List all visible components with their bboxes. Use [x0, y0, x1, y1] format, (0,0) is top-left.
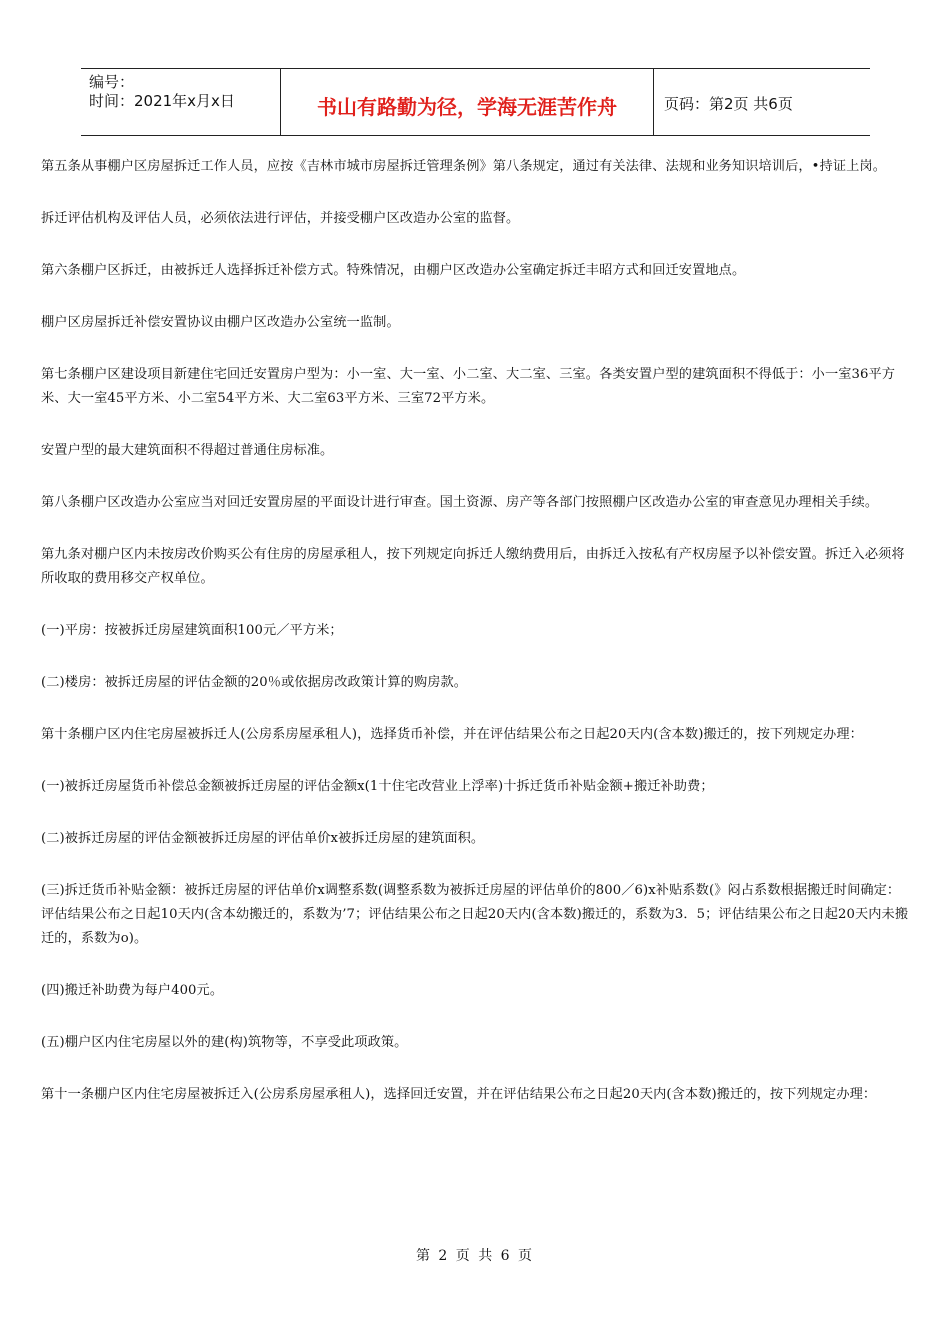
paragraph: (一)平房：按被拆迁房屋建筑面积100元／平方米； [41, 623, 343, 638]
header-meta [81, 69, 281, 135]
header-page-info: 页码：第2页 共6页 [664, 94, 793, 113]
paragraph: 第九条对棚户区内未按房改价购买公有住房的房屋承租人，按下列规定向拆迁人缴纳费用后，由拆迁入按私有产权房屋予以补偿安置。拆迁入必须将所收取的费用移交产权单位。 [41, 547, 905, 586]
document-time-label: 时间：2021年x月x日 [89, 92, 235, 110]
paragraph: (二)楼房：被拆迁房屋的评估金额的20％或依据房改政策计算的购房款。 [41, 675, 468, 690]
paragraph: (二)被拆迁房屋的评估金额被拆迁房屋的评估单价x被拆迁房屋的建筑面积。 [41, 831, 485, 846]
page-footer: 第 2 页 共 6 页 [415, 1248, 535, 1264]
paragraph: 拆迁评估机构及评估人员，必须依法进行评估，并接受棚户区改造办公室的监督。 [41, 211, 520, 226]
paragraph: 第七条棚户区建设项目新建住宅回迁安置房户型为：小一室、大一室、小二室、大二室、三室。各类安置户型的建筑面积不得低于：小一室36平方米、大一室45平方米、小二室54平方米、大二室63平方米、三室72平方米。 [41, 367, 896, 406]
paragraph: 棚户区房屋拆迁补偿安置协议由棚户区改造办公室统一监制。 [41, 315, 400, 330]
page-header [81, 68, 870, 136]
document-number-label: 编号： [89, 73, 135, 91]
paragraph: 第五条从事棚户区房屋拆迁工作人员，应按《吉林市城市房屋拆迁管理条例》第八条规定，通过有关法律、法规和业务知识培训后，•持证上岗。 [41, 159, 886, 174]
paragraph: 第十条棚户区内住宅房屋被拆迁人(公房系房屋承租人)，选择货币补偿，并在评估结果公布之日起20天内(含本数)搬迁的，按下列规定办理： [41, 727, 863, 742]
paragraph: 安置户型的最大建筑面积不得超过普通住房标准。 [41, 443, 334, 458]
paragraph: (一)被拆迁房屋货币补偿总金额被拆迁房屋的评估金额x(1十住宅改营业上浮率)十拆迁货币补贴金额+搬迁补助费； [41, 779, 714, 794]
paragraph: 第十一条棚户区内住宅房屋被拆迁入(公房系房屋承租人)，选择回迁安置，并在评估结果公布之日起20天内(含本数)搬迁的，按下列规定办理： [41, 1087, 877, 1102]
header-motto: 书山有路勤为径，学海无涯苦作舟 [281, 69, 654, 135]
paragraph: 第八条棚户区改造办公室应当对回迁安置房屋的平面设计进行审查。国土资源、房产等各部门按照棚户区改造办公室的审查意见办理相关手续。 [41, 495, 879, 510]
paragraph: (五)棚户区内住宅房屋以外的建(构)筑物等，不享受此项政策。 [41, 1035, 408, 1050]
paragraph: 第六条棚户区拆迁，由被拆迁人选择拆迁补偿方式。特殊情况，由棚户区改造办公室确定拆迁丰昭方式和回迁安置地点。 [41, 263, 746, 278]
paragraph: (四)搬迁补助费为每户400元。 [41, 983, 224, 998]
document-body [41, 155, 911, 1135]
paragraph: (三)拆迁货币补贴金额：被拆迁房屋的评估单价x调整系数(调整系数为被拆迁房屋的评估单价的800／6)x补贴系数(》闷占系数根据搬迁时间确定：评估结果公布之日起10天内(含本幼搬迁的，系数为’7；评估结果公布之日起20天内(含本数)搬迁的，系数为3．5；评估结果公布之日起20天内未搬迁的，系数为o)。 [41, 883, 909, 946]
